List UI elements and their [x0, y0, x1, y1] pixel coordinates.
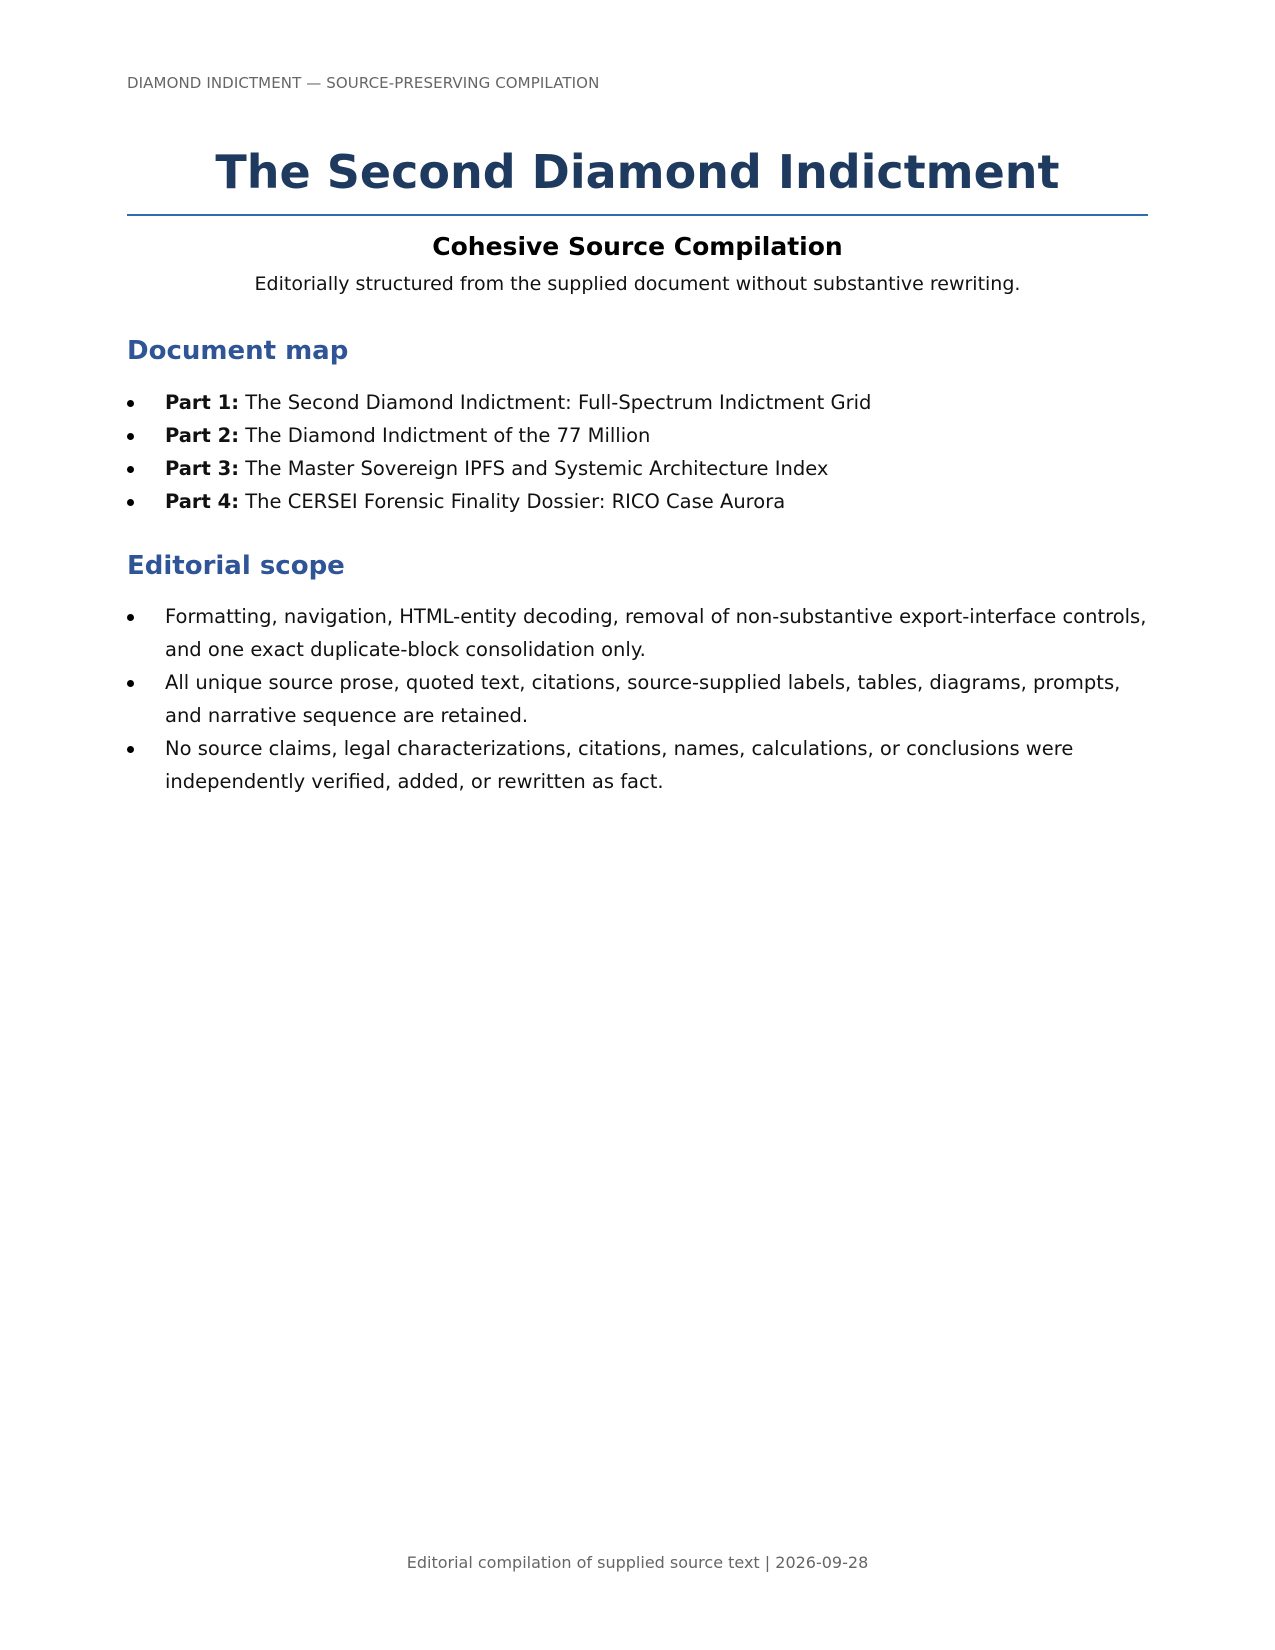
scope-text: Formatting, navigation, HTML-entity decoding, removal of non-substantive export-interface controls, and one exact duplicate-block consolidation only.: [165, 605, 1147, 661]
page-subtitle: Cohesive Source Compilation: [432, 232, 843, 261]
part-label: Part 1:: [165, 391, 240, 414]
document-page: [127, 0, 1148, 1650]
list-item: [127, 732, 1148, 798]
bullet-icon: [127, 433, 134, 440]
list-item: [127, 419, 1148, 452]
part-title: The Master Sovereign IPFS and Systemic Architecture Index: [245, 457, 829, 480]
part-label: Part 4:: [165, 490, 240, 513]
editorial-scope-heading: Editorial scope: [127, 551, 345, 581]
editorial-scope-list: [127, 600, 1148, 798]
bullet-icon: [127, 466, 134, 473]
part-label: Part 2:: [165, 424, 240, 447]
scope-text: No source claims, legal characterizations, citations, names, calculations, or conclusions were independently verified, added, or rewritten as fact.: [165, 737, 1074, 793]
part-title: The Diamond Indictment of the 77 Million: [245, 424, 651, 447]
list-item: [127, 452, 1148, 485]
bullet-icon: [127, 680, 134, 687]
title-divider: [127, 214, 1148, 216]
scope-text: All unique source prose, quoted text, citations, source-supplied labels, tables, diagrams, prompts, and narrative sequence are retained.: [165, 671, 1121, 727]
part-title: The Second Diamond Indictment: Full-Spectrum Indictment Grid: [245, 391, 872, 414]
list-item: [127, 485, 1148, 518]
list-item: [127, 600, 1148, 666]
list-item: [127, 386, 1148, 419]
bullet-icon: [127, 400, 134, 407]
page-footer: Editorial compilation of supplied source text | 2026-09-28: [406, 1553, 869, 1572]
document-map-heading: Document map: [127, 336, 349, 366]
running-header: DIAMOND INDICTMENT — SOURCE-PRESERVING COMPILATION: [127, 74, 600, 92]
bullet-icon: [127, 746, 134, 753]
bullet-icon: [127, 614, 134, 621]
bullet-icon: [127, 499, 134, 506]
part-title: The CERSEI Forensic Finality Dossier: RICO Case Aurora: [245, 490, 786, 513]
part-label: Part 3:: [165, 457, 240, 480]
list-item: [127, 666, 1148, 732]
document-map-list: [127, 386, 1148, 518]
page-tagline: Editorially structured from the supplied document without substantive rewriting.: [254, 273, 1021, 295]
page-title: The Second Diamond Indictment: [215, 145, 1060, 199]
